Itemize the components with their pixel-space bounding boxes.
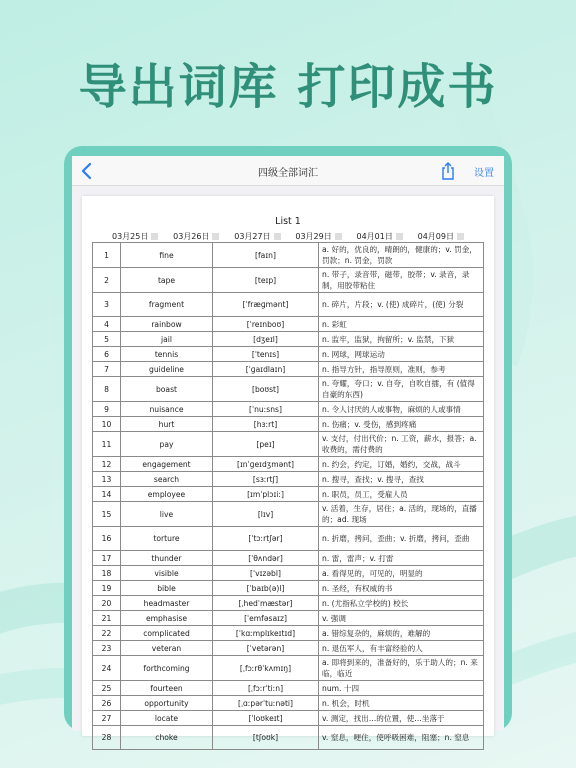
- review-date: [295, 231, 341, 242]
- word-phonetic: [dʒeɪl]: [213, 332, 319, 347]
- word-number: 15: [93, 502, 121, 527]
- table-row: [93, 566, 484, 581]
- word-phonetic: [ˈvetərən]: [213, 641, 319, 656]
- table-row: [93, 293, 484, 317]
- review-date-label: 04月09日: [417, 232, 454, 241]
- word-number: 4: [93, 317, 121, 332]
- table-row: [93, 596, 484, 611]
- review-date: [234, 231, 280, 242]
- word-number: 3: [93, 293, 121, 317]
- word-text: tape: [121, 268, 213, 293]
- word-number: 16: [93, 527, 121, 551]
- word-number: 10: [93, 417, 121, 432]
- word-definition: n. 带子，录音带，磁带，胶带；v. 录音，录制，用胶带粘住: [319, 268, 484, 293]
- table-row: [93, 711, 484, 726]
- word-definition: n. 伤痛；v. 受伤，感到疼痛: [319, 417, 484, 432]
- word-text: search: [121, 472, 213, 487]
- table-row: [93, 377, 484, 402]
- table-row: [93, 487, 484, 502]
- word-phonetic: [teɪp]: [213, 268, 319, 293]
- table-row: [93, 656, 484, 681]
- word-text: headmaster: [121, 596, 213, 611]
- word-phonetic: [ˈkɑːmplɪkeɪtɪd]: [213, 626, 319, 641]
- word-text: employee: [121, 487, 213, 502]
- word-number: 13: [93, 472, 121, 487]
- word-number: 27: [93, 711, 121, 726]
- word-number: 2: [93, 268, 121, 293]
- table-row: [93, 472, 484, 487]
- word-definition: n. 搜寻，查找；v. 搜寻，查找: [319, 472, 484, 487]
- word-phonetic: [hɜːrt]: [213, 417, 319, 432]
- word-definition: a. 即将到来的，准备好的，乐于助人的；n. 来临，临近: [319, 656, 484, 681]
- word-phonetic: [ˈɡaɪdlaɪn]: [213, 362, 319, 377]
- word-text: fragment: [121, 293, 213, 317]
- word-phonetic: [ˈtenɪs]: [213, 347, 319, 362]
- review-date: [418, 231, 464, 242]
- review-checkbox[interactable]: [151, 233, 158, 240]
- word-text: tennis: [121, 347, 213, 362]
- word-phonetic: [ˌfɔːrˈtiːn]: [213, 681, 319, 696]
- word-phonetic: [ˈtɔːrtʃər]: [213, 527, 319, 551]
- word-phonetic: [ˈfræɡmənt]: [213, 293, 319, 317]
- word-number: 26: [93, 696, 121, 711]
- word-text: boast: [121, 377, 213, 402]
- table-row: [93, 696, 484, 711]
- table-row: [93, 347, 484, 362]
- word-definition: n. 夸耀，夸口；v. 自夸，自吹自擂，有 (值得自豪的东西): [319, 377, 484, 402]
- word-number: 28: [93, 726, 121, 750]
- word-definition: a. 好的，优良的，晴朗的，健康的；v. 罚金，罚款；n. 罚金，罚款: [319, 243, 484, 268]
- review-date-label: 04月01日: [356, 232, 393, 241]
- word-number: 7: [93, 362, 121, 377]
- word-definition: v. 窒息，哽住，使呼吸困难，阻塞；n. 窒息: [319, 726, 484, 750]
- word-definition: num. 十四: [319, 681, 484, 696]
- list-title: List 1: [275, 216, 301, 227]
- word-number: 9: [93, 402, 121, 417]
- word-number: 1: [93, 243, 121, 268]
- review-date: [173, 231, 219, 242]
- word-text: engagement: [121, 457, 213, 472]
- word-number: 20: [93, 596, 121, 611]
- word-number: 12: [93, 457, 121, 472]
- table-row: [93, 641, 484, 656]
- table-row: [93, 243, 484, 268]
- word-phonetic: [ˈreɪnboʊ]: [213, 317, 319, 332]
- word-number: 23: [93, 641, 121, 656]
- word-text: torture: [121, 527, 213, 551]
- word-number: 21: [93, 611, 121, 626]
- table-row: [93, 317, 484, 332]
- word-text: emphasise: [121, 611, 213, 626]
- word-phonetic: [lɪv]: [213, 502, 319, 527]
- table-row: [93, 268, 484, 293]
- word-phonetic: [ˌɑːpərˈtuːnəti]: [213, 696, 319, 711]
- review-date-label: 03月27日: [234, 232, 271, 241]
- review-checkbox[interactable]: [457, 233, 464, 240]
- word-text: rainbow: [121, 317, 213, 332]
- word-number: 14: [93, 487, 121, 502]
- word-definition: n. 退伍军人，有丰富经验的人: [319, 641, 484, 656]
- nav-bar: [72, 156, 504, 186]
- word-text: complicated: [121, 626, 213, 641]
- word-text: veteran: [121, 641, 213, 656]
- print-preview-page: [82, 196, 494, 742]
- word-text: choke: [121, 726, 213, 750]
- word-number: 25: [93, 681, 121, 696]
- word-definition: n. 彩虹: [319, 317, 484, 332]
- word-definition: n. 监牢，监狱，拘留所；v. 监禁，下狱: [319, 332, 484, 347]
- word-phonetic: [ˈnuːsns]: [213, 402, 319, 417]
- word-phonetic: [ˈθʌndər]: [213, 551, 319, 566]
- word-number: 22: [93, 626, 121, 641]
- word-phonetic: [ˌhedˈmæstər]: [213, 596, 319, 611]
- word-definition: n. 指导方针，指导原则，准则，参考: [319, 362, 484, 377]
- review-date-label: 03月25日: [112, 232, 149, 241]
- table-row: [93, 457, 484, 472]
- word-phonetic: [ˈloʊkeɪt]: [213, 711, 319, 726]
- word-text: jail: [121, 332, 213, 347]
- review-dates-row: [112, 231, 464, 242]
- table-row: [93, 362, 484, 377]
- word-definition: v. 活着，生存，居住；a. 活的，现场的，直播的；ad. 现场: [319, 502, 484, 527]
- word-number: 19: [93, 581, 121, 596]
- review-date-label: 03月26日: [173, 232, 210, 241]
- word-number: 11: [93, 432, 121, 457]
- word-phonetic: [ɪnˈɡeɪdʒmənt]: [213, 457, 319, 472]
- word-phonetic: [ɪmˈplɔɪiː]: [213, 487, 319, 502]
- app-screen: [72, 156, 504, 742]
- word-number: 6: [93, 347, 121, 362]
- word-definition: v. 测定，找出…的位置，使…坐落于: [319, 711, 484, 726]
- word-number: 5: [93, 332, 121, 347]
- word-definition: n. 圣经，有权威的书: [319, 581, 484, 596]
- table-row: [93, 611, 484, 626]
- word-phonetic: [ˈvɪzəbl]: [213, 566, 319, 581]
- word-definition: n. 折磨，拷问，歪曲；v. 折磨，拷问，歪曲: [319, 527, 484, 551]
- table-row: [93, 432, 484, 457]
- word-text: hurt: [121, 417, 213, 432]
- word-phonetic: [boʊst]: [213, 377, 319, 402]
- word-text: visible: [121, 566, 213, 581]
- table-row: [93, 551, 484, 566]
- table-row: [93, 626, 484, 641]
- word-text: thunder: [121, 551, 213, 566]
- word-phonetic: [ˈbaɪb(ə)l]: [213, 581, 319, 596]
- table-row: [93, 402, 484, 417]
- word-text: opportunity: [121, 696, 213, 711]
- review-date-label: 03月29日: [295, 232, 332, 241]
- table-row: [93, 502, 484, 527]
- table-row: [93, 726, 484, 750]
- word-definition: n. 雷，雷声；v. 打雷: [319, 551, 484, 566]
- word-definition: a. 看得见的，可见的，明显的: [319, 566, 484, 581]
- table-row: [93, 332, 484, 347]
- review-checkbox[interactable]: [396, 233, 403, 240]
- word-definition: v. 支付，付出代价；n. 工资，薪水，报答；a. 收费的，需付费的: [319, 432, 484, 457]
- word-text: pay: [121, 432, 213, 457]
- word-text: locate: [121, 711, 213, 726]
- review-checkbox[interactable]: [212, 233, 219, 240]
- word-definition: n. (尤指私立学校的) 校长: [319, 596, 484, 611]
- review-checkbox[interactable]: [274, 233, 281, 240]
- word-number: 18: [93, 566, 121, 581]
- word-number: 8: [93, 377, 121, 402]
- table-row: [93, 417, 484, 432]
- word-phonetic: [ˈemfəsaɪz]: [213, 611, 319, 626]
- word-text: fine: [121, 243, 213, 268]
- table-row: [93, 527, 484, 551]
- word-definition: v. 强调: [319, 611, 484, 626]
- vocabulary-table: [92, 242, 484, 750]
- review-checkbox[interactable]: [335, 233, 342, 240]
- word-definition: n. 令人讨厌的人或事物，麻烦的人或事情: [319, 402, 484, 417]
- promo-headline: 导出词库 打印成书: [78, 59, 498, 115]
- word-definition: n. 约会，约定，订婚，婚约，交战，战斗: [319, 457, 484, 472]
- word-text: guideline: [121, 362, 213, 377]
- tablet-frame: [64, 146, 512, 742]
- word-phonetic: [sɜːrtʃ]: [213, 472, 319, 487]
- word-text: forthcoming: [121, 656, 213, 681]
- word-number: 17: [93, 551, 121, 566]
- review-date: [112, 231, 158, 242]
- word-definition: n. 碎片，片段；v. (使) 成碎片，(使) 分裂: [319, 293, 484, 317]
- table-row: [93, 681, 484, 696]
- word-phonetic: [faɪn]: [213, 243, 319, 268]
- nav-title: 四级全部词汇: [258, 168, 318, 179]
- word-phonetic: [peɪ]: [213, 432, 319, 457]
- word-text: nuisance: [121, 402, 213, 417]
- word-definition: n. 网球，网球运动: [319, 347, 484, 362]
- table-row: [93, 581, 484, 596]
- word-phonetic: [tʃoʊk]: [213, 726, 319, 750]
- word-definition: n. 职员，员工，受雇人员: [319, 487, 484, 502]
- word-phonetic: [ˌfɔːrθˈkʌmɪŋ]: [213, 656, 319, 681]
- word-text: fourteen: [121, 681, 213, 696]
- word-definition: a. 错综复杂的，麻烦的，难解的: [319, 626, 484, 641]
- word-text: live: [121, 502, 213, 527]
- review-date: [357, 231, 403, 242]
- word-text: bible: [121, 581, 213, 596]
- word-number: 24: [93, 656, 121, 681]
- word-definition: n. 机会，时机: [319, 696, 484, 711]
- settings-button[interactable]: 设置: [474, 168, 494, 179]
- share-icon[interactable]: [440, 161, 458, 181]
